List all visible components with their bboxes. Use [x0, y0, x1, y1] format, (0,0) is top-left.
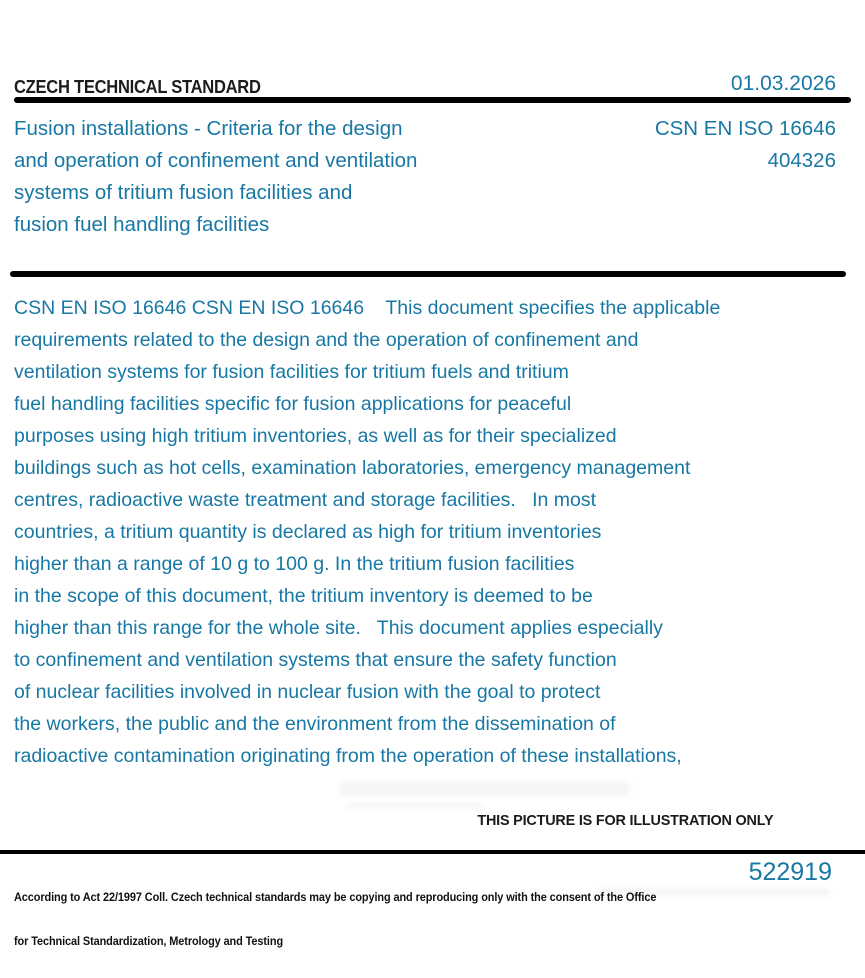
- standard-title-line: Fusion installations - Criteria for the design: [14, 117, 403, 140]
- abstract-line: in the scope of this document, the tritium inventory is deemed to be: [14, 585, 593, 607]
- abstract-line: purposes using high tritium inventories, as well as for their specialized: [14, 425, 617, 447]
- abstract-line: higher than a range of 10 g to 100 g. In the tritium fusion facilities: [14, 553, 575, 575]
- standard-title-line: systems of tritium fusion facilities and: [14, 181, 353, 204]
- catalog-number: 404326: [767, 149, 836, 172]
- abstract-line: the workers, the public and the environment from the dissemination of: [14, 713, 616, 735]
- issue-date: 01.03.2026: [730, 72, 836, 95]
- abstract-line: of nuclear facilities involved in nuclear fusion with the goal to protect: [14, 681, 601, 703]
- header-rule: [14, 97, 851, 103]
- standard-codes: [655, 113, 836, 177]
- copyright-notice-line1: According to Act 22/1997 Coll. Czech technical standards may be copying and reproducing only with the consent of the Office: [14, 892, 657, 904]
- abstract-line: CSN EN ISO 16646 CSN EN ISO 16646 This document specifies the applicable: [14, 297, 721, 319]
- abstract-line: higher than this range for the whole site. This document applies especially: [14, 617, 663, 639]
- abstract-line: buildings such as hot cells, examination laboratories, emergency management: [14, 457, 691, 479]
- copyright-notice: [14, 862, 656, 978]
- abstract-line: ventilation systems for fusion facilities for tritium fuels and tritium: [14, 361, 569, 383]
- footer-rule: [0, 850, 865, 854]
- abstract-text: [14, 292, 720, 772]
- abstract-line: requirements related to the design and the operation of confinement and: [14, 329, 639, 351]
- abstract-line: to confinement and ventilation systems that ensure the safety function: [14, 649, 617, 671]
- title-rule: [10, 271, 846, 277]
- abstract-line: countries, a tritium quantity is declared as high for tritium inventories: [14, 521, 602, 543]
- standard-title: [14, 113, 417, 241]
- standard-title-line: and operation of confinement and ventilation: [14, 149, 418, 172]
- illustration-disclaimer: THIS PICTURE IS FOR ILLUSTRATION ONLY: [476, 812, 773, 829]
- standard-title-line: fusion fuel handling facilities: [14, 213, 270, 236]
- abstract-line: centres, radioactive waste treatment and storage facilities. In most: [14, 489, 597, 511]
- abstract-line: fuel handling facilities specific for fusion applications for peaceful: [14, 393, 572, 415]
- faint-scan-artifact: [348, 803, 483, 809]
- copyright-notice-line2: for Technical Standardization, Metrology and Testing: [14, 935, 284, 948]
- faint-scan-artifact: [340, 782, 630, 796]
- document-number: 522919: [748, 858, 832, 886]
- page-title: CZECH TECHNICAL STANDARD: [14, 77, 261, 97]
- standard-code: CSN EN ISO 16646: [654, 117, 836, 140]
- abstract-line: radioactive contamination originating from the operation of these installations,: [14, 745, 682, 767]
